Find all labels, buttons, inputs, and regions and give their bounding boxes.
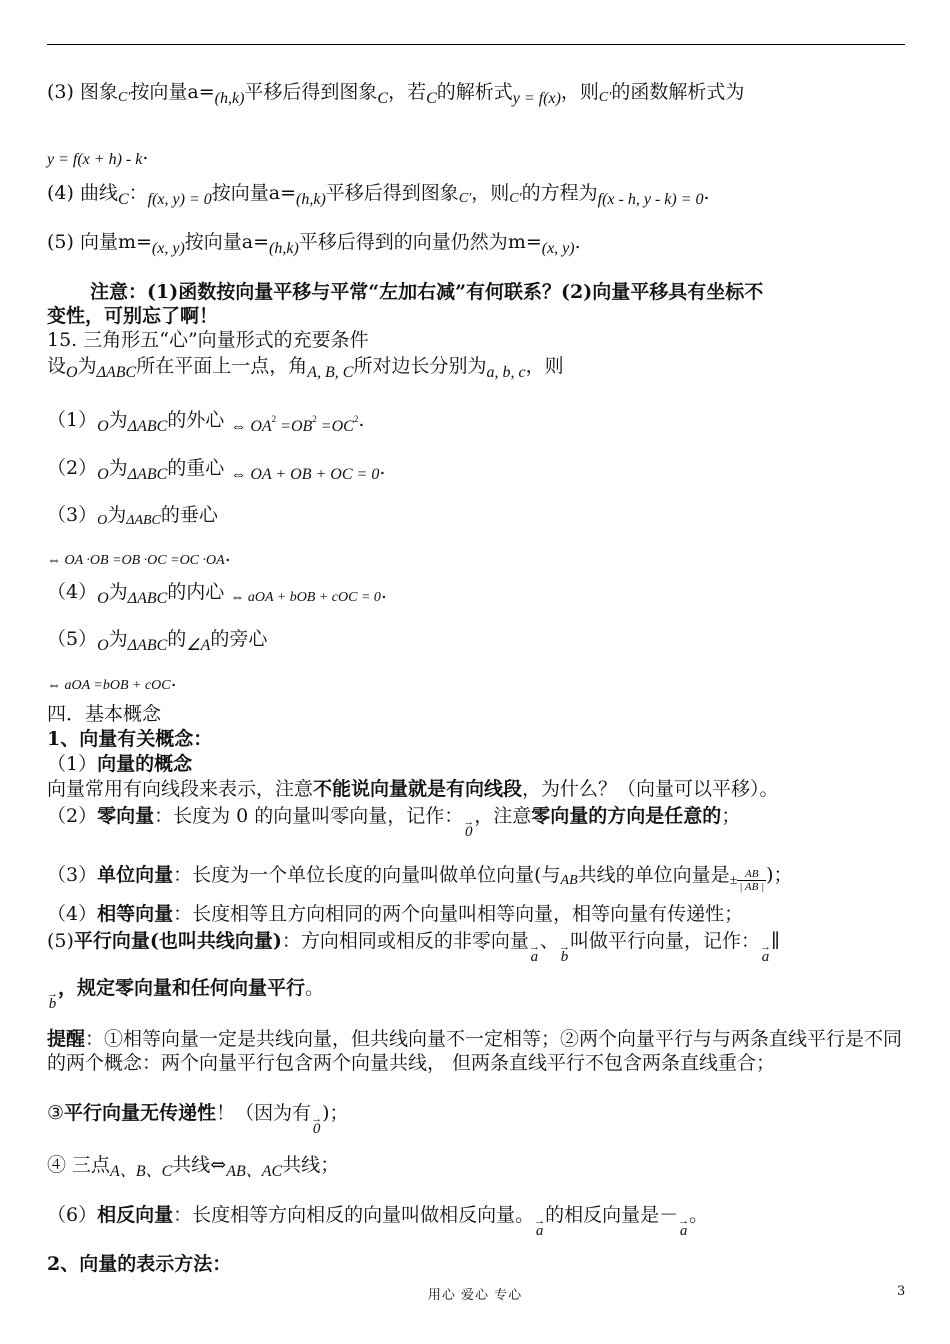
- text: (3) 图象: [47, 81, 118, 103]
- text: 。: [689, 1204, 709, 1226]
- plus-minus: ±: [729, 873, 738, 888]
- iff-symbol: ⇔: [210, 1154, 227, 1176]
- math-xy: (x, y): [151, 240, 185, 257]
- math-o: O: [97, 418, 109, 435]
- text: ，则: [560, 81, 599, 103]
- bold-term: 零向量的方向是任意的: [531, 805, 722, 827]
- text: ：方向相同或相反的非零向量: [281, 930, 529, 952]
- note-text: 变性，可别忘了啊！: [47, 305, 219, 327]
- text: ：①相等向量一定是共线向量，但共线向量不一定相等；②两个向量平行与与两条直线平行是不同的两个概念：两个向量平行包含两个向量共线， 但两条直线平行不包含两条直线重合；: [47, 1028, 903, 1074]
- math-o: O: [97, 466, 109, 483]
- text: ；: [721, 805, 741, 827]
- math-c-prime: C′: [117, 90, 131, 105]
- vector-m: m=: [117, 231, 152, 253]
- vector-letter: a: [535, 1223, 544, 1239]
- text: （1）: [47, 409, 98, 431]
- text: 叫做平行向量，记作：: [569, 930, 760, 952]
- text: )；: [766, 864, 793, 886]
- math-hk: (h,k): [214, 90, 245, 107]
- text: 共线的单位向量是: [577, 864, 730, 886]
- vector-a: → a: [759, 941, 771, 965]
- center-orthocenter: [47, 503, 907, 533]
- text: 向量常用有向线段来表示，注意: [47, 778, 314, 800]
- math-angle: ∠A: [186, 637, 211, 654]
- text: 按向量: [184, 231, 242, 253]
- text: 共线；: [282, 1154, 340, 1176]
- math-triangle: ΔABC: [127, 637, 168, 654]
- vector-a: a=: [187, 81, 215, 103]
- math-c: C: [426, 90, 437, 107]
- vector-a: a=: [241, 231, 270, 253]
- formula-line: [47, 668, 907, 698]
- period: .: [703, 182, 710, 204]
- item-equal-vector: [47, 902, 907, 926]
- parallel-symbol: ∥: [770, 930, 780, 952]
- text: （4）: [47, 903, 98, 925]
- math-points: A、B、C: [110, 1163, 173, 1180]
- superscript: 2: [271, 414, 277, 424]
- reminder-3: [47, 1101, 907, 1135]
- center-excenter: [47, 627, 907, 658]
- text: 为: [107, 504, 127, 526]
- text: 平移后得到图象: [325, 182, 459, 204]
- item-5-vector: [47, 230, 907, 261]
- math-ab: AB: [560, 873, 578, 888]
- parallel-continued: [47, 976, 907, 1010]
- text: （1）: [47, 753, 98, 775]
- math-vectors: AB、AC: [226, 1163, 283, 1180]
- page-footer: 用心 爱心 专心: [427, 1288, 523, 1303]
- text: 为: [108, 628, 128, 650]
- vector-zero: → 0: [311, 1113, 323, 1137]
- math-formula: ⇔ aOA + bOB + cOC = 0: [230, 590, 381, 605]
- item-parallel-vector: [47, 929, 907, 963]
- item-opposite-vector: [47, 1203, 907, 1237]
- formula-part: ⇔ OA: [230, 418, 272, 435]
- math-c-prime: C′: [598, 90, 612, 105]
- formula-line: [47, 543, 907, 573]
- note-line-2: [47, 304, 907, 328]
- period: .: [574, 231, 581, 253]
- vector-m: m=: [507, 231, 542, 253]
- text: 的外心: [167, 409, 225, 431]
- bold-term: 不能说向量就是有向线段: [313, 778, 523, 800]
- vector-letter: b: [560, 949, 569, 965]
- note-text: 注意：(1)函数按向量平移与平常“左加右减”有何联系？(2)向量平移具有坐标不: [90, 281, 764, 303]
- text: ，则: [525, 355, 564, 377]
- text: ，若: [388, 81, 427, 103]
- math-c: C: [117, 191, 129, 208]
- vector-letter: a: [679, 1223, 688, 1239]
- text: 为: [77, 355, 97, 377]
- text: ：长度相等方向相反的向量叫做相反向量。: [173, 1204, 535, 1226]
- text: 平移后得到的向量仍然为: [298, 231, 508, 253]
- item-concept: [47, 752, 907, 776]
- math-c-prime: C′: [509, 191, 522, 206]
- text: 按向量: [130, 81, 188, 103]
- text: 的旁心: [210, 628, 268, 650]
- note-line-1: [90, 280, 905, 304]
- math-triangle: ΔABC: [96, 364, 137, 381]
- math-triangle: ΔABC: [126, 513, 161, 528]
- math-xy: (x, y): [541, 240, 575, 257]
- text: ：长度相等且方向相同的两个向量叫相等向量，相等向量有传递性；: [173, 903, 744, 925]
- math-c: C: [377, 90, 389, 107]
- text: 共线: [172, 1154, 211, 1176]
- text: (5): [47, 930, 74, 952]
- bold-term: 平行向量(也叫共线向量): [73, 930, 282, 952]
- concept-desc: [47, 777, 907, 801]
- math-formula: ⇔ aOA =bOB + cOC: [47, 678, 171, 693]
- page-number: 3: [897, 1284, 906, 1299]
- vector-letter: b: [48, 996, 57, 1012]
- bold-heading: 2、向量的表示方法：: [47, 1253, 232, 1275]
- period: .: [142, 142, 149, 164]
- text: ，为什么？（向量可以平移）。: [522, 778, 779, 800]
- vector-zero: → 0: [463, 816, 475, 840]
- item-unit-vector: [47, 863, 907, 893]
- subsection-2-title: [47, 1252, 907, 1276]
- vector-a: → a: [678, 1215, 690, 1239]
- vector-a: → a: [534, 1215, 546, 1239]
- fraction-unit: [737, 868, 766, 893]
- text: 的解析式: [436, 81, 513, 103]
- reminder-4: [47, 1153, 907, 1184]
- text: ，则: [471, 182, 510, 204]
- section-4-title: 四．基本概念: [47, 703, 162, 725]
- text: （4）: [47, 581, 98, 603]
- center-circumcenter: [47, 407, 907, 439]
- math-triangle: ΔABC: [127, 590, 168, 607]
- bold-term: 零向量: [97, 805, 155, 827]
- text: 所在平面上一点，角: [136, 355, 308, 377]
- text: ：: [128, 182, 148, 204]
- text: 的重心: [167, 457, 225, 479]
- text: ，注意: [474, 805, 532, 827]
- period: .: [380, 581, 387, 603]
- text: （2）: [47, 457, 98, 479]
- math-o: O: [97, 637, 109, 654]
- vector-b: → b: [47, 988, 58, 1012]
- text: （5）: [47, 628, 98, 650]
- vector-letter: a: [530, 949, 539, 965]
- text: （6）: [47, 1204, 98, 1226]
- text: 所对边长分别为: [353, 355, 487, 377]
- text: 按向量: [211, 182, 269, 204]
- formula-part: =OB: [276, 418, 313, 435]
- math-o: O: [66, 364, 78, 381]
- vector-a: a=: [268, 182, 297, 204]
- math-o: O: [97, 513, 108, 528]
- text: 、: [539, 930, 559, 952]
- vector-letter: 0: [312, 1121, 321, 1137]
- vector-letter: a: [761, 949, 770, 965]
- period: .: [379, 457, 386, 479]
- bold-term: 平行向量无传递性: [64, 1102, 217, 1124]
- denominator: | AB |: [739, 881, 765, 893]
- premise-line: [47, 354, 907, 385]
- bold-term: 相反向量: [97, 1204, 174, 1226]
- section-15-title: 15. 三角形五“心”向量形式的充要条件: [47, 329, 369, 351]
- math-triangle: ΔABC: [127, 466, 168, 483]
- text: 的垂心: [160, 504, 218, 526]
- text: 为: [108, 409, 128, 431]
- vector-letter: 0: [465, 824, 473, 840]
- text: 的方程为: [521, 182, 598, 204]
- math-hk: (h,k): [296, 191, 326, 208]
- reminder-paragraph: [47, 1027, 907, 1075]
- text: ！（因为有: [216, 1102, 312, 1124]
- text: 的内心: [167, 581, 225, 603]
- vector-a: → a: [528, 941, 540, 965]
- text: ：长度为一个单位长度的向量叫做单位向量(与: [173, 864, 561, 886]
- text: ③: [47, 1102, 65, 1124]
- text: 为: [108, 581, 128, 603]
- bold-heading: 1、向量有关概念：: [47, 728, 213, 750]
- text: (4) 曲线: [47, 182, 118, 204]
- superscript: 2: [353, 414, 359, 424]
- text: 设: [47, 355, 67, 377]
- text: 的: [167, 628, 187, 650]
- period: .: [224, 544, 231, 566]
- math-fxy: f(x, y) = 0: [147, 191, 212, 208]
- item-3-translate-graph: [47, 80, 907, 111]
- item-zero-vector: [47, 804, 907, 838]
- math-o: O: [97, 590, 109, 607]
- center-centroid: [47, 456, 907, 487]
- text: 。: [305, 977, 325, 999]
- text: 平移后得到图象: [244, 81, 378, 103]
- math-formula: f(x - h, y - k) = 0: [597, 191, 704, 208]
- subsection-1-title: [47, 727, 907, 751]
- math-sides: a, b, c: [486, 364, 526, 381]
- bold-term: 向量的概念: [97, 753, 193, 775]
- math-hk: (h,k): [269, 240, 299, 257]
- text: )；: [322, 1102, 349, 1124]
- header-rule: [47, 44, 905, 45]
- text: 为: [108, 457, 128, 479]
- math-c-prime: C′: [458, 191, 472, 206]
- text: （3）: [47, 864, 98, 886]
- text: 的函数解析式为: [611, 81, 745, 103]
- math-abc: A, B, C: [307, 364, 354, 381]
- superscript: 2: [312, 414, 317, 424]
- bold-term: 相等向量: [97, 903, 174, 925]
- text: 的相反向量是－: [545, 1204, 679, 1226]
- bold-term: 提醒: [47, 1028, 86, 1050]
- text: (5) 向量: [47, 231, 118, 253]
- numerator: AB: [737, 868, 766, 881]
- vector-b: → b: [558, 941, 570, 965]
- math-yfx: y = f(x): [512, 90, 561, 107]
- formula-part: =OC: [316, 418, 354, 435]
- math-formula: ⇔ OA + OB + OC = 0: [230, 466, 380, 483]
- formula-line: [47, 141, 907, 172]
- text: （2）: [47, 805, 98, 827]
- math-formula: y = f(x + h) - k: [47, 151, 143, 168]
- text: （3）: [47, 504, 98, 526]
- math-formula: [230, 414, 359, 435]
- center-incenter: [47, 580, 907, 611]
- bold-term: 单位向量: [97, 864, 174, 886]
- math-triangle: ΔABC: [127, 418, 168, 435]
- period: .: [170, 669, 177, 691]
- bold-term: ，规定零向量和任何向量平行: [58, 977, 306, 999]
- text: ④ 三点: [47, 1154, 111, 1176]
- text: ：长度为 0 的向量叫零向量，记作：: [154, 805, 464, 827]
- math-formula: ⇔ OA ·OB =OB ·OC =OC ·OA: [47, 553, 225, 568]
- item-4-curve: [47, 181, 907, 212]
- period: .: [358, 409, 365, 431]
